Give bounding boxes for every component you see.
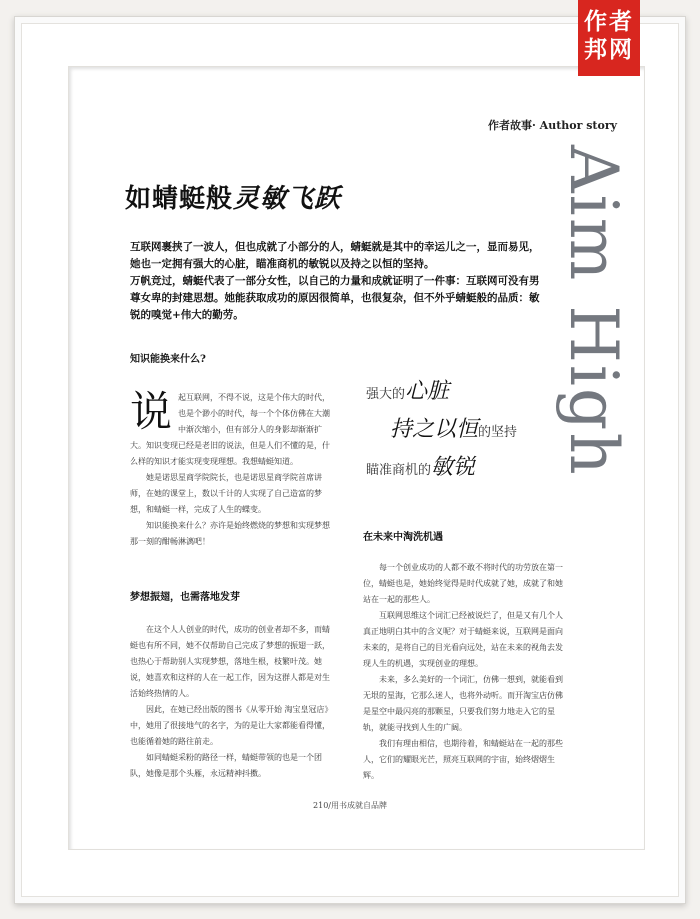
left-paragraph-4: 在这个人人创业的时代，成功的创业者却不多，而蜻蜓也有所不同，她不仅帮助自己完成了梦想的振翅一跃，也热心于帮助别人实现梦想，落地生根，枝繁叶茂。她说，她喜欢和这样的人在一起工作，因为这群人都是对生活始终热情的人。 [130,625,330,698]
left-column-top [130,387,335,550]
left-paragraph-5: 因此，在她已经出版的图书《从零开始 淘宝皇冠店》中，她用了很接地气的名字，为的是让大家都能看得懂，也能循着她的路往前走。 [130,705,333,746]
logo-line-1: 作者 [584,9,634,35]
title-italic: 灵敏飞跃 [233,184,342,214]
left-paragraph-3: 知识能换来什么？亦许是始终燃烧的梦想和实现梦想那一刻的酣畅淋漓吧！ [130,521,330,546]
pull-quote-line-2: 持之以恒的坚持 [390,417,518,442]
intro-paragraph-1: 互联网裹挟了一波人，但也成就了小部分的人，蜻蜓就是其中的幸运儿之一，显而易见，她也一定拥有强大的心脏，瞄准商机的敏锐以及持之以恒的坚持。 [130,241,540,270]
left-paragraph-2: 她是诺思星商学院院长，也是诺思星商学院首席讲师，在她的课堂上，数以千计的人实现了自己造富的梦想，和蜻蜓一样，完成了人生的蝶变。 [130,473,322,514]
drop-cap: 说 [130,387,173,436]
page-number: 210/用书成就自品牌 [313,801,387,810]
right-paragraph-3: 未来，多么美好的一个词汇，仿佛一想到，就能看到无垠的星海，它那么迷人，也将外动听。而开淘宝店仿佛是星空中最闪亮的那颗星，只要我们努力地走入它的星轨，就能寻找到人生的广阔。 [363,675,563,732]
left-column-bottom [130,622,335,782]
left-heading-1: 知识能换来什么? [130,354,206,365]
article-title [125,178,341,215]
pull-quote-line-3: 瞄准商机的敏锐 [366,455,476,480]
intro-paragraph-2: 万帆竞过，蜻蜓代表了一部分女性，以自己的力量和成就证明了一件事：互联网可没有男尊女卑的封建思想。她能获取成功的原因很简单，也很复杂，但不外乎蜻蜓般的品质：敏锐的嗅觉+伟大的勤劳。 [130,275,540,321]
right-paragraph-1: 每一个创业成功的人都不敢不将时代的功劳放在第一位，蜻蜓也是，她始终觉得是时代成就了她，成就了和她站在一起的那些人。 [363,563,563,604]
left-heading-2: 梦想振翅，也需落地发芽 [130,592,240,603]
logo-line-2: 邦网 [584,37,634,63]
vertical-headline-text: Aim High [555,145,632,477]
left-paragraph-1: 说起互联网，不得不说，这是个伟大的时代，也是个渺小的时代，每一个个体仿佛在大潮中渐次缩小，但有部分人的身影却渐渐扩大。知识变现已经是老旧的说法，但是人们不懂的是，什么样的知识才能实现变现理想。我想蜻蜓知道。 [130,387,331,466]
left-paragraph-6: 如同蜻蜓采粉的路径一样，蜻蜓带领的也是一个团队，她像是那个头雁，永远精神抖擞。 [130,753,322,778]
right-paragraph-2: 互联网思维这个词汇已经被说烂了，但是又有几个人真正地明白其中的含义呢？对于蜻蜓来说，互联网是面向未来的，是将自己的目光看向远处，站在未来的视角去发现人生的机遇，实现创业的理想。 [363,611,563,668]
right-column [363,560,567,784]
brand-logo[interactable] [578,0,640,76]
intro-block [130,239,542,324]
pull-quote-line-1: 强大的心脏 [366,379,450,404]
vertical-headline [551,145,631,535]
right-heading-1: 在未来中淘洗机遇 [363,532,443,543]
title-main: 如蜻蜓般 [125,184,234,214]
right-paragraph-4: 我们有理由相信，也期待着，和蜻蜓站在一起的那些人，它们的耀眼光芒，照亮互联网的宇宙，始终熠熠生辉。 [363,739,563,780]
section-tag: 作者故事· Author story [488,119,618,132]
